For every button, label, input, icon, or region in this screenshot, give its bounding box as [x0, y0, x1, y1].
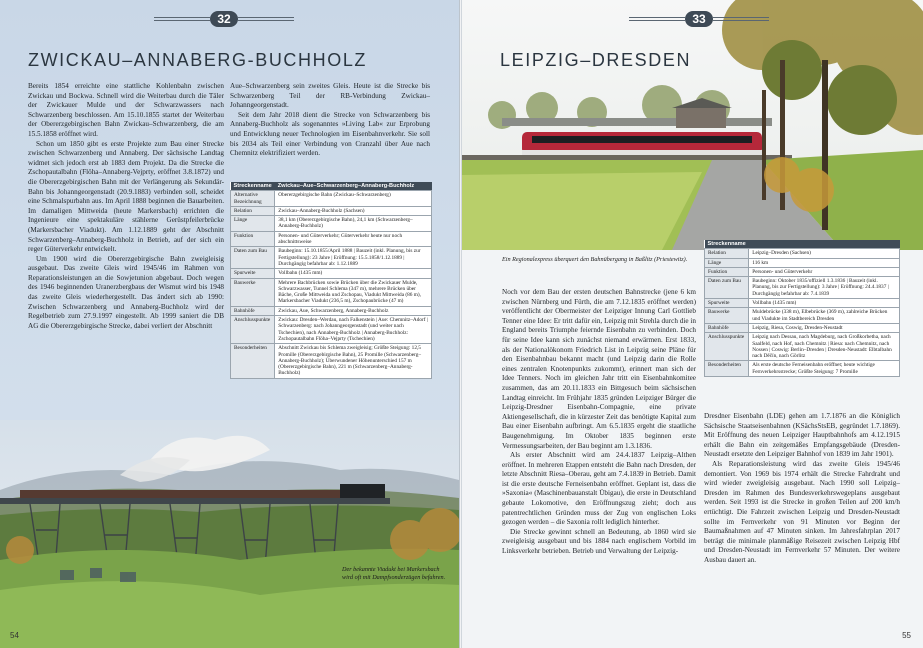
- table-row: Besonderheiten Als erste deutsche Ferneisenbahn eröffnet; heute wichtige Fernverkehrsstrecke; Größte Steigung: 7 Promille: [705, 361, 900, 377]
- page-number: 54: [10, 631, 19, 640]
- route-info-table: [230, 182, 432, 379]
- paragraph: Noch vor dem Bau der ersten deutschen Bahnstrecke (jene 6 km zwischen Nürnberg und Fürth, die am 7.12.1835 eröffnet werden) veröffentlicht der Obermeister der Leipziger Innung Carl Gottlieb Tenner eine Idee: Er tritt dafür ein, Leipzig mit Strehla durch die in England bereits Triumphe feiernde Eisenbahn zu verbinden. Doch für seine Idee kann sich zunächst niemand erwärmen. Erst 1833, als der Nationalökonom Friedrich List in Leipzig seine Pläne für den Eisenbahnbau bekannt macht (und Leipzig darin die Rolle eines zentralen Knotenpunkts zukommt), erinnert man sich der Idee Tenners. Noch im gleichen Jahr tritt ein Eisenbahnkomitee zusammen, das am 20.11.1833 ein Bittgesuch beim sächsischen Landtag einreicht. Im Frühjahr 1835 gründen Leipziger Bürger die Leipzig-Dresdner Eisenbahn-Compagnie, eine private Aktiengesellschaft, die in kürzester Zeit das benötigte Kapital zum Bau einer Eisenbahn aufbringt. Am 6.5.1835 ergeht die staatliche Baugenehmigung. Im Oktober 1835 beginnen erste Vermessungsarbeiten, der Bau beginnt am 1.3.1836.: [502, 288, 696, 450]
- table-row: Bauwerke Mehrere Bachbrücken sowie Brücken über die Zwickauer Mulde, Schwarzwasser, Tunnel Schlema (347 m), mehrere Brücken über Bäche, Große Mittweida und Zschopau, Viadukt Mittweida (86 m), Markersbacher Viadukt (236,5 m), Zschopaubrücke (47 m): [231, 278, 432, 306]
- table-row: Daten zum Bau Baubeginn: Oktober 1835/offiziell 1.3.1836 | Bauzeit (inkl. Planung, bis zur Fertigstellung): 3 Jahre | Eröffnung: 24.4.1837 | Durchgängig befahrbar ab: 7.4.1839: [705, 277, 900, 299]
- table-row: Anschlusspunkte Leipzig nach Dessau, nach Magdeburg, nach Großkorbetha, nach Saalfeld, nach Hof, nach Chemnitz | Riesa: nach Chemnitz, nach Nossen | Coswig: Berlin–Dresden | Dresden-Neustadt: Elbtalbahn nach Děčín, nach Görlitz: [705, 333, 900, 361]
- left-page: [0, 0, 459, 648]
- photo-caption: Der bekannte Viadukt bei Markersbach wird oft mit Dampfsonderzügen befahren.: [342, 566, 446, 581]
- table-row: Relation Leipzig–Dresden (Sachsen): [705, 249, 900, 258]
- paragraph: Die Strecke gewinnt schnell an Bedeutung, ab 1860 wird sie zweigleisig ausgebaut und bis 1884 nach englischem Vorbild im Linksverkehr betrieben. Betrieb und Verwaltung der Leipzig-: [502, 527, 696, 556]
- table-row: Bauwerke Muldebrücke (338 m), Elbebrücke (369 m), zahlreiche Brücken und Viadukte im Stadtbereich Dresden: [705, 308, 900, 324]
- table-row: Spurweite Vollbahn (1435 mm): [705, 299, 900, 308]
- table-row: Spurweite Vollbahn (1435 mm): [231, 269, 432, 278]
- table-row: Bahnhöfe Leipzig, Riesa, Coswig, Dresden-Neustadt: [705, 323, 900, 332]
- chapter-badge-left: [191, 10, 257, 28]
- table-header-value: Zwickau–Aue–Schwarzenberg–Annaberg-Buchholz: [275, 182, 432, 191]
- chapter-number: 32: [210, 11, 238, 27]
- right-page: [462, 0, 923, 648]
- table-header-key: Streckenname: [705, 240, 749, 249]
- table-header-key: Streckenname: [231, 182, 275, 191]
- paragraph: Bereits 1854 erreichte eine stattliche Kohlenbahn zwischen Zwickau und Bockwa. Schnell wird die Weiterbau durch die Täler der Zwickauer Mulde und der Schwarzwassers nach Schwarzenberg beschlossen. Am 15.10.1855 startet der Weiterbau der Obererzgebirgischen Bahn Zwickau–Schwarzenberg, die am 15.5.1858 eröffnet wird.: [28, 82, 224, 138]
- text-column-2: [704, 412, 900, 566]
- page-title: ZWICKAU–ANNABERG-BUCHHOLZ: [28, 50, 368, 70]
- table-row: Länge 38,1 km (Obererzgebirgische Bahn), 24,1 km (Schwarzenberg–Annaberg-Buchholz): [231, 216, 432, 232]
- paragraph: Schon um 1850 gibt es erste Projekte zum Bau einer Strecke zwischen Schwarzenberg und Annaberg. Der sächsische Landtag widmet sich jedoch erst ab 1883 dem Projekt. Da die Strecke die Zschopautalbahn (Flöha–Annaberg-Vejprty, eröffnet 3.8.1872) und die Obererzgebirgischen Bahn mit der Verlängerung als Sekundär-Bahn bis Johanngeorgenstadt (20.9.1883) verbinden soll, scheidet eine Schmalspurbahn aus. Im April 1888 beginnen die Bauarbeiten. Im damaligen Mittweida (heute Markersbach) errichten die Ingenieure eine spektakuläre stählerne Gerüstpfeilerbrücke (Markersbacher Viadukt). Am 1.12.1889 geht der Abschnitt Schwarzenberg–Annaberg-Buchholz in Betrieb, auf der sich ein reger Güterverkehr entwickelt.: [28, 139, 224, 254]
- chapter-number: 33: [685, 11, 713, 27]
- table-row: Besonderheiten Abschnitt Zwickau bis Schlema zweigleisig; Größte Steigung: 12,5 Promille (Obererzgebirgische Bahn), 25 Promille (Schwarzenberg–Annaberg-Buchholz); Überwundener Höhenunterschied 157 m (Obererzgebirgische Bahn), 221 m (Schwarzenberg–Annaberg-Buchholz): [231, 344, 432, 378]
- paragraph: Dresdner Eisenbahn (LDE) gehen am 1.7.1876 an die Königlich Sächsische Staatseisenbahnen (KSächsStsEB, gegründet 1.7.1869). Mit Eröffnung des neuen Leipziger Hauptbahnhofs am 4.12.1915 erhält die Bahn ein zeitgemäßes Empfangsgebäude (Dresden-Neustadt ersetzte den Leipziger Bahnhof von 1839 im Jahr 1901).: [704, 412, 900, 459]
- text-column-1: [28, 82, 224, 331]
- paragraph: Um 1900 wird die Obererzgebirgische Bahn zweigleisig ausgebaut. Das zweite Gleis wird 1945/46 im Rahmen von Reparationsleistungen an die Sowjetunion abgebaut. Doch wegen des 1946 beginnenden Uranerzbergbaus der Wismut wird bis 1948 das zweite Gleis wiederhergestellt. Das ändert sich ab 1990: Zwischen Schwarzenberg und Annaberg-Buchholz wird der Regelbetrieb zum 27.9.1997 eingestellt. Ab 1999 saniert die DB AG die Obererzgebirgische Strecke, dabei verliert der Abschnitt: [28, 254, 224, 330]
- table-row: Anschlusspunkte Zwickau: Dresden–Werdau, nach Falkenstein | Aue: Chemnitz–Adorf | Schwarzenberg: nach Johanngeorgenstadt (und weiter nach Tschechien), nach Annaberg-Buchholz | Annaberg-Buchholz: Zschopautalbahn Flöha–Vejprty (Tschechien): [231, 316, 432, 344]
- train-photo: [462, 0, 923, 250]
- table-row: Funktion Personen- und Güterverkehr: [705, 267, 900, 276]
- table-row: Bahnhöfe Zwickau, Aue, Schwarzenberg, Annaberg-Buchholz: [231, 306, 432, 315]
- table-row: Länge 116 km: [705, 258, 900, 267]
- paragraph: Als Reparationsleistung wird das zweite Gleis 1945/46 demontiert. Von 1969 bis 1974 erhält die Strecke Fahrdraht und wird wieder zweigleisig ausgebaut. Nach 1990 soll Leipzig–Dresden im Rahmen des Bundesverkehrswegeplans ausgebaut werden. Seit 1993 ist die Strecke in großen Teilen auf 200 km/h ertüchtigt. Die Fahrzeit zwischen Leipzig und Dresden-Neustadt sollte im Fernverkehr von 91 Minuten vor Beginn der Baumaßnahmen auf 47 Minuten sinken. Im Jahresfahrplan 2017 beträgt die minimale planmäßige Reisezeit zwischen Leipzig Hbf und Dresden-Neustadt im Fernverkehr 57 Minuten. Der weitere Ausbau dauert an.: [704, 459, 900, 564]
- table-row: Funktion Personen- und Güterverkehr; Güterverkehr heute nur noch abschnittsweise: [231, 231, 432, 247]
- chapter-badge-right: [666, 10, 732, 28]
- photo-caption: Ein Regionalexpress überquert den Bahnübergang in Baßlitz (Priestewitz).: [502, 256, 688, 263]
- table-header-value: [749, 240, 900, 249]
- table-row: Relation Zwickau–Annaberg-Buchholz (Sachsen): [231, 206, 432, 215]
- text-column-1: [502, 288, 696, 557]
- table-row: Alternative Bezeichnung Obererzgebirgische Bahn (Zwickau–Schwarzenberg): [231, 191, 432, 207]
- page-number: 55: [902, 631, 911, 640]
- viaduct-photo: [0, 420, 459, 648]
- text-column-2: [230, 82, 430, 159]
- paragraph: Aue–Schwarzenberg sein zweites Gleis. Heute ist die Strecke bis Schwarzenberg Teil der RB-Verbindung Zwickau–Johanngeorgenstadt.: [230, 82, 430, 110]
- paragraph: Seit dem Jahr 2018 dient die Strecke von Schwarzenberg bis Annaberg-Buchholz als sogenanntes »Living Lab« zur Erprobung und Entwicklung neuer Technologien im Eisenbahnverkehr. Sie soll bis 2034 als Teil einer Verbindung von Cranzahl über Aue nach Chemnitz elektrifiziert werden.: [230, 110, 430, 158]
- page-title: LEIPZIG–DRESDEN: [500, 50, 692, 70]
- table-row: Daten zum Bau Baubeginn: 15.10.1855/April 1888 | Bauzeit (inkl. Planung, bis zur Fertigstellung): 23 Jahre | Eröffnung: 15.5.1858/1.12.1889 | Durchgängig befahrbar ab: 1.12.1889: [231, 247, 432, 269]
- paragraph: Als erster Abschnitt wird am 24.4.1837 Leipzig–Althen eröffnet. In mehreren Etappen entsteht die Bahn nach Dresden, der letzte Abschnitt Riesa–Oberau, geht am 7.4.1839 in Betrieb. Damit ist die erste deutsche Ferneisenbahn eröffnet. Geplant ist, dass die »Saxonia« (Maschinenbauanstalt Übigau), die erste in Deutschland gebaute Lokomotive, den Eröffnungszug zieht; doch aus patentrechtlichen Gründen muss der Zug von englischen Loks gezogen werden – die Saxonia rollt lediglich hinterher.: [502, 451, 696, 527]
- route-info-table: [704, 240, 900, 377]
